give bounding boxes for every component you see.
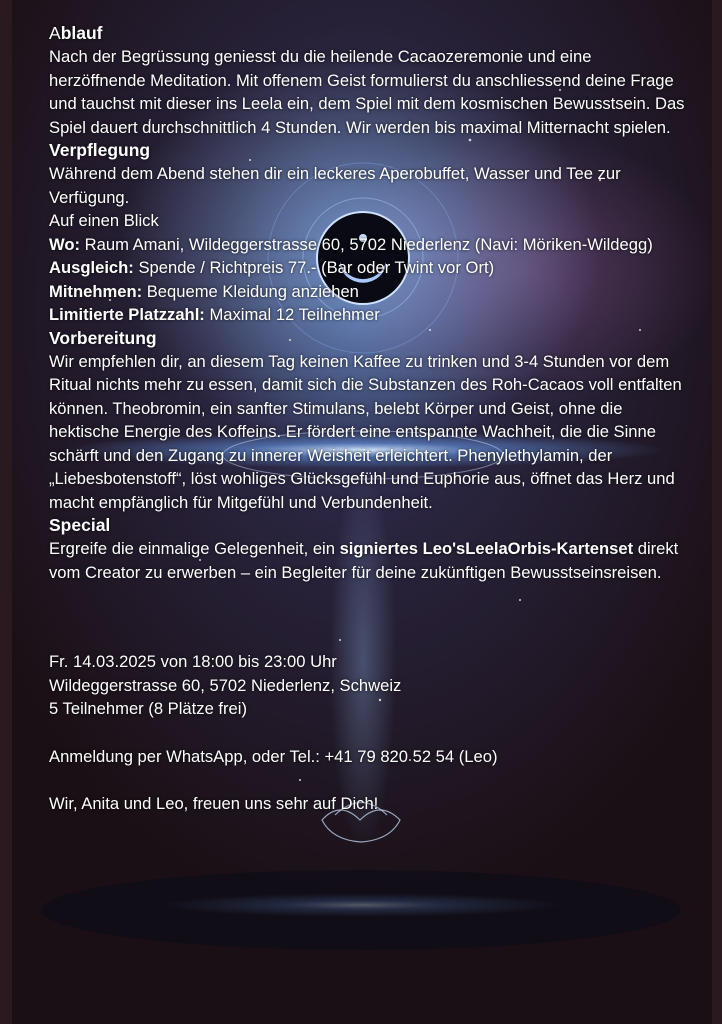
ablauf-text: Nach der Begrüssung geniesst du die heilende Cacaozeremonie und eine herzöffnende Meditation. Mit offenem Geist formulierst du anschliessend deine Frage und tauchst mit dieser ins Leela ein, dem Spiel mit dem kosmischen Bewusstsein. Das Spiel dauert durchschnittlich 4 Stunden. Wir werden bis maximal Mitternacht spielen.: [49, 47, 685, 137]
ablauf-heading: Ablauf: [49, 23, 103, 43]
event-datetime: Fr. 14.03.2025 von 18:00 bis 23:00 Uhr: [49, 652, 337, 671]
right-frame-border: [712, 0, 722, 1024]
event-description: [49, 22, 689, 816]
event-participants: 5 Teilnehmer (8 Plätze frei): [49, 699, 247, 718]
special-heading: Special: [49, 515, 111, 535]
left-frame-border: [0, 0, 12, 1024]
price-line: Ausgleich: Spende / Richtpreis 77.- (Bar oder Twint vor Ort): [49, 258, 495, 277]
capacity-line: Limitierte Platzzahl: Maximal 12 Teilnehmer: [49, 305, 380, 324]
closing-greeting: Wir, Anita und Leo, freuen uns sehr auf Dich!: [49, 794, 379, 813]
registration-contact: Anmeldung per WhatsApp, oder Tel.: +41 79 820 52 54 (Leo): [49, 746, 498, 766]
vorbereitung-text: Wir empfehlen dir, an diesem Tag keinen Kaffee zu trinken und 3-4 Stunden vor dem Ritual nichts mehr zu essen, damit sich die Substanzen des Roh-Cacaos voll entfalten können. Theobromin, ein sanfter Stimulans, belebt Körper und Geist, ohne die hektische Energie des Koffeins. Er fördert eine entspannte Wachheit, die die Sinne schärft und den Zugang zu innerer Weisheit erleichtert. Phenylethylamin, der „Liebesbotenstoff“, löst wohliges Glücksgefühl und Euphorie aus, öffnet das Herz und macht empfänglich für Mitgefühl und Verbundenheit.: [49, 351, 682, 512]
special-text: Ergreife die einmalige Gelegenheit, ein signiertes Leo'sLeelaOrbis-Kartenset direkt vom Creator zu erwerben – ein Begleiter für deine zukünftigen Bewusstseinsreisen.: [49, 539, 679, 582]
verpflegung-text: Während dem Abend stehen dir ein leckeres Aperobuffet, Wasser und Tee zur Verfügung.: [49, 164, 621, 207]
vorbereitung-heading: Vorbereitung: [49, 327, 157, 348]
auf-einen-blick-label: Auf einen Blick: [49, 211, 159, 230]
bring-along-line: Mitnehmen: Bequeme Kleidung anziehen: [49, 281, 359, 301]
verpflegung-heading: Verpflegung: [49, 140, 151, 160]
location-line: Wo: Raum Amani, Wildeggerstrasse 60, 5702 Niederlenz (Navi: Möriken-Wildegg): [49, 234, 653, 254]
event-address: Wildeggerstrasse 60, 5702 Niederlenz, Schweiz: [49, 675, 402, 695]
